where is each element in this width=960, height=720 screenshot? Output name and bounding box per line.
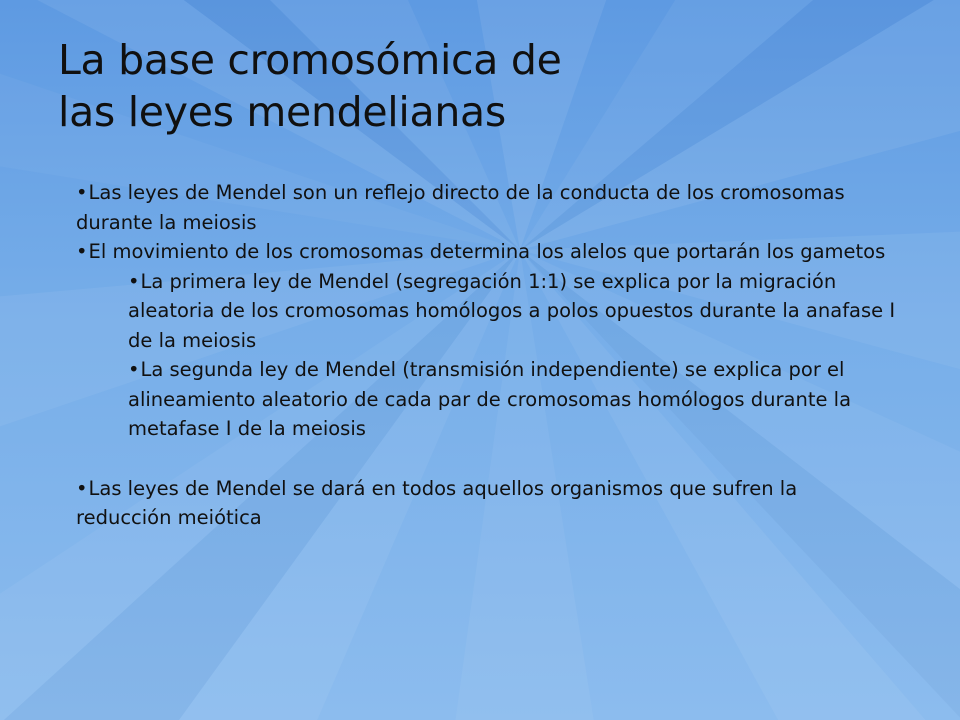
- sub-bullet-item: [76, 267, 896, 356]
- bullet-list: [76, 178, 896, 533]
- bullet-marker: •: [76, 181, 88, 204]
- slide-title-line-1: La base cromosómica de: [58, 36, 562, 84]
- bullet-marker: •: [128, 269, 140, 293]
- bullet-marker: •: [76, 476, 88, 500]
- bullet-text: La primera ley de Mendel (segregación 1:1) se explica por la migración aleatoria de los cromosomas homólogos a polos opuestos durante la anafase I de la meiosis: [128, 269, 896, 352]
- bullet-item: [76, 237, 896, 267]
- bullet-marker: •: [76, 240, 88, 263]
- slide-title: [58, 34, 918, 138]
- bullet-text: La segunda ley de Mendel (transmisión independiente) se explica por el alineamiento aleatorio de cada par de cromosomas homólogos durante la metafase I de la meiosis: [128, 358, 852, 440]
- bullet-text: Las leyes de Mendel son un reflejo directo de la conducta de los cromosomas durante la meiosis: [76, 181, 845, 234]
- bullet-item: [76, 178, 896, 237]
- bullet-marker: •: [128, 358, 140, 381]
- sub-bullet-item: [76, 355, 896, 444]
- slide-title-line-2: las leyes mendelianas: [58, 88, 506, 136]
- bullet-text: El movimiento de los cromosomas determina los alelos que portarán los gametos: [88, 240, 886, 263]
- bullet-text: Las leyes de Mendel se dará en todos aquellos organismos que sufren la reducción meiótica: [76, 476, 798, 529]
- bullet-item: [76, 474, 896, 533]
